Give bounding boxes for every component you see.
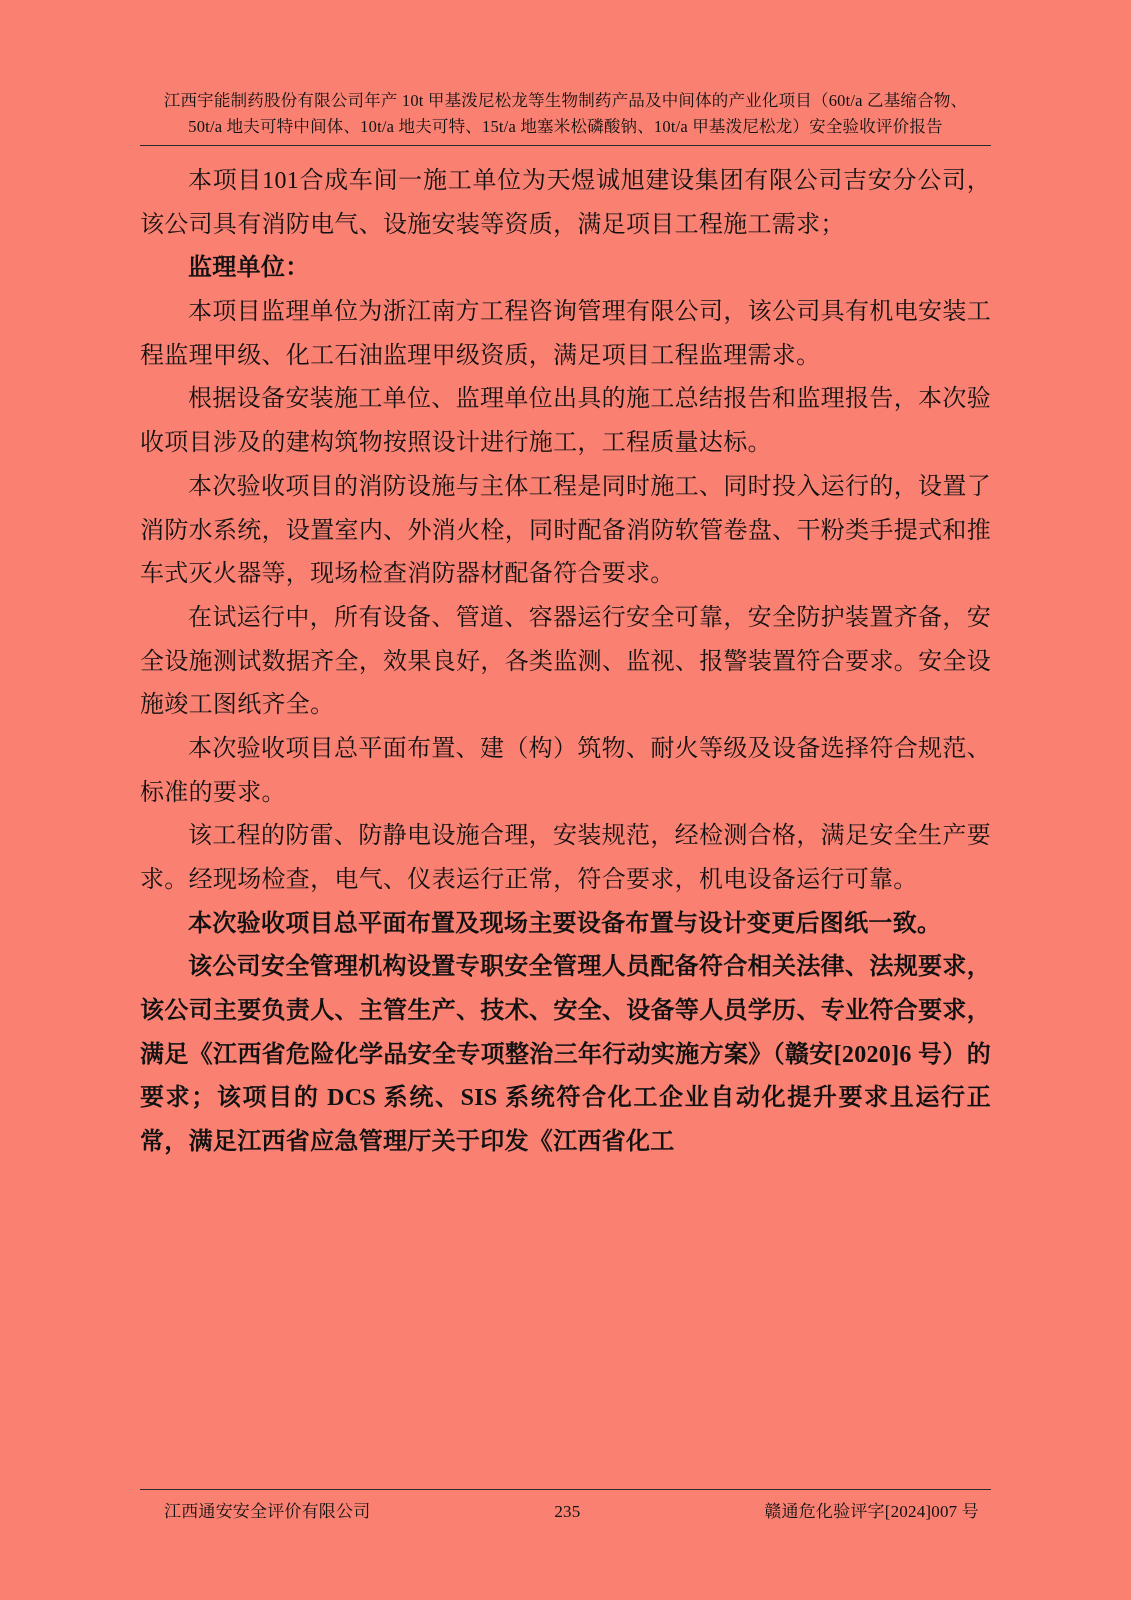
paragraph: 在试运行中，所有设备、管道、容器运行安全可靠，安全防护装置齐备，安全设施测试数据齐全，效果良好，各类监测、监视、报警装置符合要求。安全设施竣工图纸齐全。 [140,604,991,719]
paragraph: 根据设备安装施工单位、监理单位出具的施工总结报告和监理报告，本次验收项目涉及的建构筑物按照设计进行施工，工程质量达标。 [140,386,991,457]
paragraph: 本项目101合成车间一施工单位为天煜诚旭建设集团有限公司吉安分公司，该公司具有消防电气、设施安装等资质，满足项目工程施工需求； [140,168,991,238]
footer-company-name: 江西通安安全评价有限公司 [164,1502,371,1521]
footer-document-code: 赣通危化验评字[2024]007 号 [764,1502,979,1521]
paragraph-emphasized: 本次验收项目总平面布置及现场主要设备布置与设计变更后图纸一致。 [188,910,942,937]
document-body [140,160,991,1164]
paragraph: 本项目监理单位为浙江南方工程咨询管理有限公司，该公司具有机电安装工程监理甲级、化工石油监理甲级资质，满足项目工程监理需求。 [140,299,991,369]
header-divider [140,145,991,146]
paragraph-emphasized: 该公司安全管理机构设置专职安全管理人员配备符合相关法律、法规要求，该公司主要负责人、主管生产、技术、安全、设备等人员学历、专业符合要求，满足《江西省危险化学品安全专项整治三年行动实施方案》（赣安[2020]6 号）的要求；该项目的 DCS 系统、SIS 系统符合化工企业自动化提升要求且运行正常，满足江西省应急管理厅关于印发《江西省化工 [140,954,991,1155]
page-footer [140,1489,991,1522]
paragraph: 本次验收项目的消防设施与主体工程是同时施工、同时投入运行的，设置了消防水系统，设置室内、外消火栓，同时配备消防软管卷盘、干粉类手提式和推车式灭火器等，现场检查消防器材配备符合要求。 [140,473,991,588]
footer-page-number: 235 [554,1502,581,1521]
section-heading: 监理单位： [188,255,310,282]
page-header-title: 江西宇能制药股份有限公司年产 10t 甲基泼尼松龙等生物制药产品及中间体的产业化项目（60t/a 乙基缩合物、50t/a 地夫可特中间体、10t/a 地夫可特、15t/a 地塞米松磷酸钠、10t/a 甲基泼尼松龙）安全验收评价报告 [163,91,968,136]
paragraph: 本次验收项目总平面布置、建（构）筑物、耐火等级及设备选择符合规范、标准的要求。 [140,735,991,806]
footer-divider [140,1489,991,1490]
paragraph: 该工程的防雷、防静电设施合理，安装规范，经检测合格，满足安全生产要求。经现场检查，电气、仪表运行正常，符合要求，机电设备运行可靠。 [140,823,991,893]
